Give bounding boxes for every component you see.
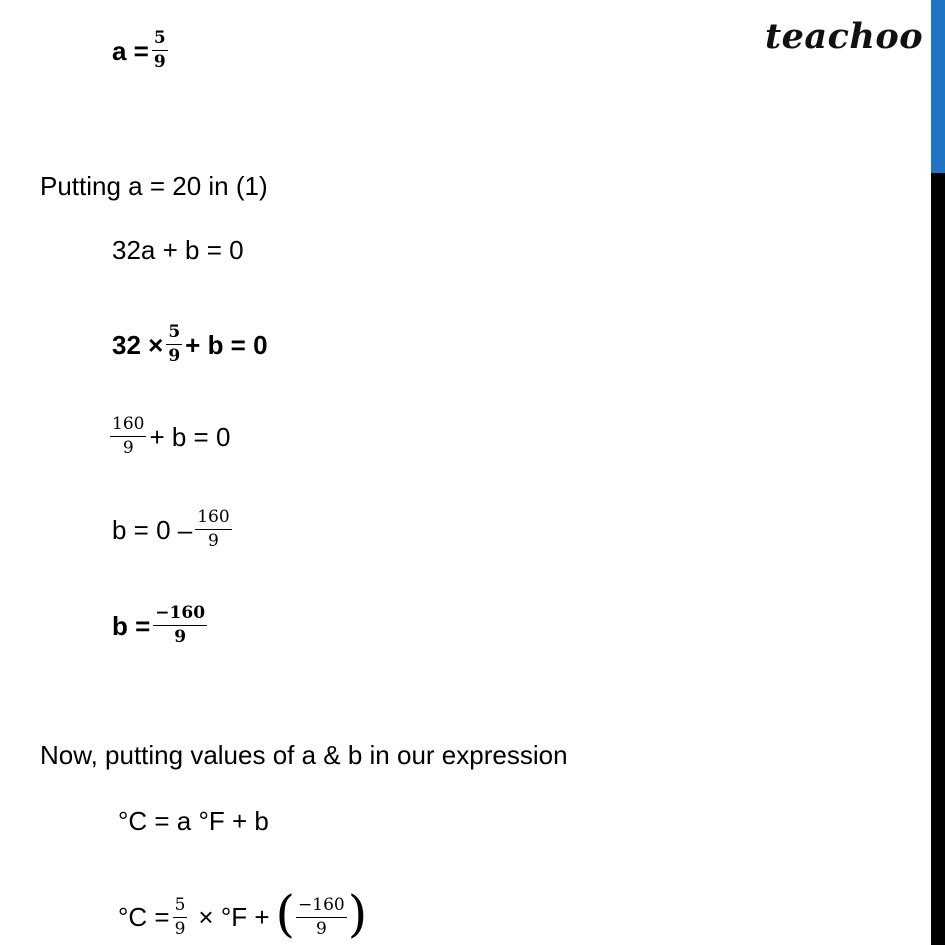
fraction-denominator: 9	[174, 627, 187, 647]
slide-accent-bar	[931, 0, 945, 173]
teachoo-logo: teachoo	[765, 16, 924, 57]
b-result-fraction	[153, 603, 207, 648]
fraction-numerator: 5	[173, 895, 188, 918]
fraction-denominator: 9	[153, 52, 166, 72]
final-middle: × °F +	[198, 902, 270, 932]
a-result-label: a =	[112, 35, 149, 66]
expression-line: °C = a °F + b	[118, 806, 269, 836]
fraction-numerator: −160	[153, 603, 207, 626]
substitution-fraction	[166, 322, 182, 367]
fraction-denominator: 9	[168, 346, 181, 366]
left-parenthesis: (	[275, 885, 296, 943]
fraction-numerator: 5	[152, 28, 168, 51]
slide-edge-bar	[931, 0, 945, 945]
substitution-line	[112, 322, 268, 367]
now-putting-line: Now, putting values of a & b in our expression	[40, 740, 568, 770]
step-1-fraction	[110, 414, 146, 459]
step-2-left: b = 0 –	[112, 514, 193, 545]
fraction-numerator: 160	[110, 414, 146, 437]
putting-a-line: Putting a = 20 in (1)	[40, 171, 268, 201]
final-fraction-2	[296, 895, 347, 940]
right-parenthesis: )	[347, 885, 368, 943]
a-result-line	[112, 28, 171, 73]
substitution-right: + b = 0	[185, 329, 268, 360]
fraction-denominator: 9	[174, 918, 186, 939]
step-1-line	[110, 414, 230, 459]
step-2-line	[112, 507, 235, 552]
fraction-numerator: −160	[296, 895, 347, 918]
final-fraction-1	[173, 895, 188, 940]
step-1-right: + b = 0	[149, 421, 231, 452]
final-expression-line	[118, 885, 368, 943]
a-result-fraction	[152, 28, 168, 73]
fraction-denominator: 9	[208, 531, 219, 551]
fraction-denominator: 9	[122, 438, 134, 458]
fraction-numerator: 5	[166, 322, 182, 345]
fraction-denominator: 9	[315, 918, 327, 939]
substitution-left: 32 ×	[112, 329, 164, 360]
fraction-numerator: 160	[195, 507, 231, 530]
final-left: °C =	[118, 902, 170, 932]
equation-1-line: 32a + b = 0	[112, 235, 244, 265]
b-result-label: b =	[112, 610, 151, 641]
b-result-line	[112, 603, 210, 648]
step-2-fraction	[195, 507, 231, 552]
